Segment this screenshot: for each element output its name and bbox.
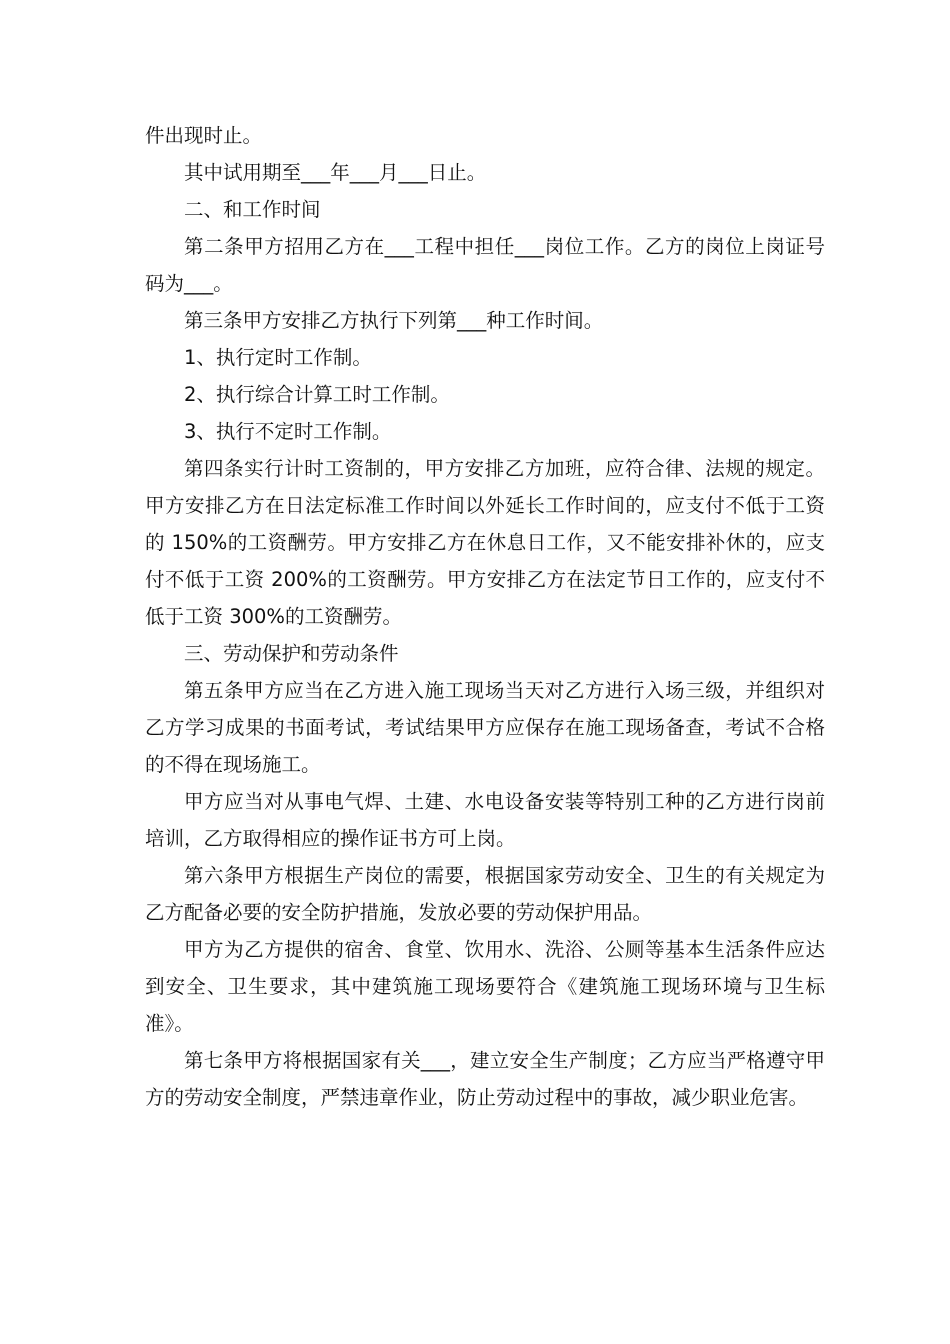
paragraph: 第五条甲方应当在乙方进入施工现场当天对乙方进行入场三级，并组织对乙方学习成果的书面考试，考试结果甲方应保存在施工现场备查，考试不合格的不得在现场施工。 bbox=[145, 679, 825, 776]
list-item: 1、执行定时工作制。 bbox=[184, 346, 372, 369]
paragraph: 件出现时止。 bbox=[145, 124, 263, 147]
paragraph: 第六条甲方根据生产岗位的需要，根据国家劳动安全、卫生的有关规定为乙方配备必要的安全防护措施，发放必要的劳动保护用品。 bbox=[145, 864, 825, 924]
list-item: 2、执行综合计算工时工作制。 bbox=[184, 383, 450, 406]
paragraph: 其中试用期至___年___月___日止。 bbox=[184, 161, 487, 184]
paragraph: 第三条甲方安排乙方执行下列第___种工作时间。 bbox=[184, 309, 604, 332]
paragraph: 甲方应当对从事电气焊、土建、水电设备安装等特别工种的乙方进行岗前培训，乙方取得相应的操作证书方可上岗。 bbox=[145, 790, 825, 850]
paragraph: 第七条甲方将根据国家有关___，建立安全生产制度；乙方应当严格遵守甲方的劳动安全制度，严禁违章作业，防止劳动过程中的事故，减少职业危害。 bbox=[145, 1049, 825, 1109]
document-body bbox=[145, 117, 825, 1116]
paragraph: 第二条甲方招用乙方在___工程中担任___岗位工作。乙方的岗位上岗证号码为___。 bbox=[145, 235, 825, 295]
paragraph: 甲方为乙方提供的宿舍、食堂、饮用水、洗浴、公厕等基本生活条件应达到安全、卫生要求，其中建筑施工现场要符合《建筑施工现场环境与卫生标准》。 bbox=[145, 938, 825, 1035]
list-item: 3、执行不定时工作制。 bbox=[184, 420, 392, 443]
paragraph: 第四条实行计时工资制的，甲方安排乙方加班，应符合律、法规的规定。甲方安排乙方在日法定标准工作时间以外延长工作时间的，应支付不低于工资的 150%的工资酬劳。甲方安排乙方在休息日工作，又不能安排补休的，应支付不低于工资 200%的工资酬劳。甲方安排乙方在法定节日工作的，应支付不低于工资 300%的工资酬劳。 bbox=[145, 457, 825, 628]
section-heading: 三、劳动保护和劳动条件 bbox=[184, 642, 399, 665]
section-heading: 二、和工作时间 bbox=[184, 198, 321, 221]
